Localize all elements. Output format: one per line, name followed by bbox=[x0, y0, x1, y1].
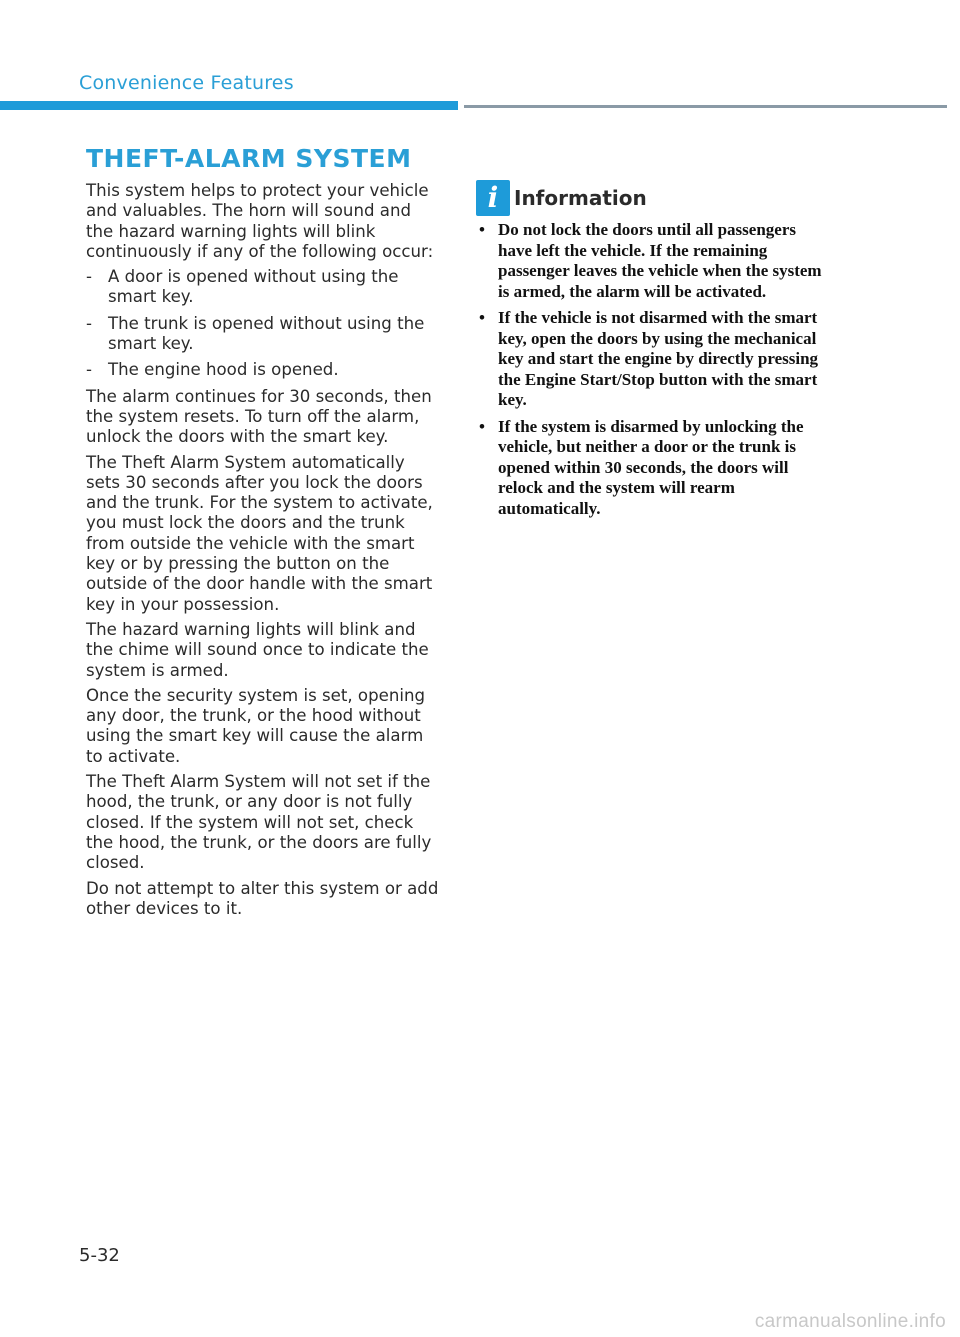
info-item-text: Do not lock the doors until all passengers have left the vehicle. If the remaining passenger leaves the vehicle when the system is armed, the alarm will be activated. bbox=[498, 220, 822, 301]
info-list bbox=[476, 220, 826, 525]
info-item bbox=[476, 220, 826, 302]
info-item-text: If the system is disarmed by unlocking the vehicle, but neither a door or the trunk is opened within 30 seconds, the doors will relock and the system will rearm automatically. bbox=[498, 416, 804, 518]
chapter-title: Convenience Features bbox=[79, 72, 294, 94]
info-item bbox=[476, 308, 826, 411]
condition-item bbox=[86, 314, 442, 355]
intro-paragraph: This system helps to protect your vehicle and valuables. The horn will sound and the hazard warning lights will blink continuously if any of the following occur: bbox=[86, 181, 434, 261]
page-number: 5-32 bbox=[79, 1245, 120, 1266]
body-paragraph: The alarm continues for 30 seconds, then the system resets. To turn off the alarm, unlock the doors with the smart key. bbox=[86, 386, 432, 447]
info-label: Information bbox=[514, 186, 647, 210]
header-accent-bar bbox=[0, 101, 458, 110]
body-paragraph: Once the security system is set, opening any door, the trunk, or the hood without using the smart key will cause the alarm to activate. bbox=[86, 685, 425, 766]
condition-item bbox=[86, 360, 442, 380]
header-rule bbox=[464, 105, 947, 108]
body-paragraph: The hazard warning lights will blink and the chime will sound once to indicate the system is armed. bbox=[86, 619, 429, 680]
condition-text: A door is opened without using the smart key. bbox=[108, 267, 399, 307]
condition-text: The trunk is opened without using the smart key. bbox=[108, 313, 425, 354]
watermark: carmanualsonline.info bbox=[754, 1311, 946, 1332]
bullet-marker: • bbox=[479, 416, 485, 436]
condition-item bbox=[86, 267, 442, 308]
section-title: THEFT-ALARM SYSTEM bbox=[86, 144, 412, 173]
body-paragraph: Do not attempt to alter this system or add other devices to it. bbox=[86, 878, 439, 918]
bullet-marker: • bbox=[479, 308, 485, 327]
body-paragraph: The Theft Alarm System will not set if the hood, the trunk, or any door is not fully closed. If the system will not set, check the hood, the trunk, or the doors are fully closed. bbox=[86, 772, 432, 873]
body-paragraph: The Theft Alarm System automatically sets 30 seconds after you lock the doors and the trunk. For the system to activate, you must lock the doors and the trunk from outside the vehicle with the smart key or by pressing the button on the outside of the door handle with the smart key in your possession. bbox=[86, 452, 433, 614]
info-item-text: If the vehicle is not disarmed with the smart key, open the doors by using the mechanical key and start the engine by directly pressing the Engine Start/Stop button with the smart key. bbox=[498, 308, 819, 409]
dash-marker: - bbox=[86, 313, 92, 333]
bullet-marker: • bbox=[479, 220, 485, 239]
left-column bbox=[86, 181, 442, 924]
information-icon bbox=[476, 180, 510, 216]
information-icon-glyph: i bbox=[487, 181, 499, 214]
dash-marker: - bbox=[86, 360, 92, 380]
dash-marker: - bbox=[86, 267, 92, 287]
info-item bbox=[476, 417, 826, 520]
condition-text: The engine hood is opened. bbox=[108, 360, 339, 380]
